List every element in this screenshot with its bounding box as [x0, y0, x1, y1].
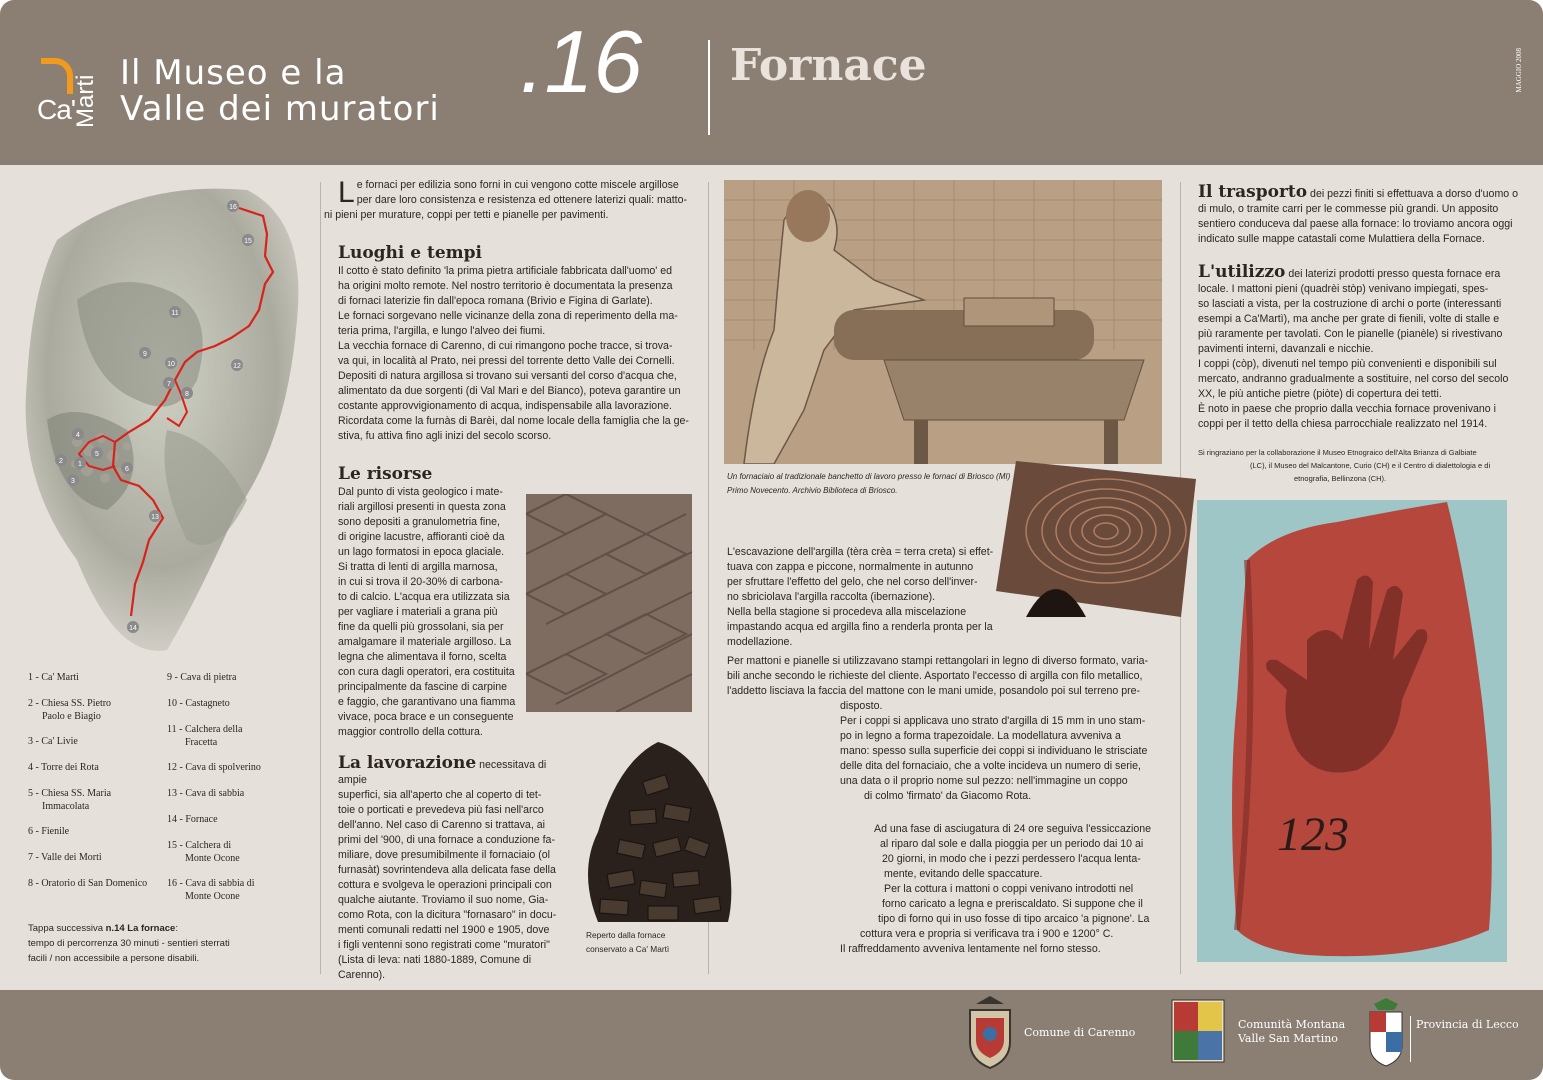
- provincia-crest-icon: [1364, 998, 1408, 1068]
- legend-item: 12 - Cava di spolverino: [167, 762, 261, 773]
- column-divider-1: [320, 182, 321, 974]
- escavazione-text: L'escavazione dell'argilla (tèra crèa = terra creta) si effet- tuava con zappa e piccone, normalmente in autunno per sfruttare l'effetto del gelo, che nel corso dell'inver- no sbriciolava l'argilla raccolta (ibernazione). Nella bella stagione si procedeva alla miscelazione impastando acqua ed argilla fino a renderla pronta per la modellazione.: [727, 546, 994, 648]
- legend-item: 6 - Fienile: [28, 826, 70, 837]
- kiln-vault-photo: [996, 461, 1196, 617]
- legend-item: 9 - Cava di pietra: [167, 672, 237, 683]
- luoghi-text: Il cotto è stato definito 'la prima pietra artificiale fabbricata dall'uomo' ed ha origini molto remote. Nel nostro territorio è documentata la presenza di fornaci laterizie fin dall'epoca romana (Brivio e Figina di Garlate). Le fornaci sorgevano nelle vicinanze della zona di reperimento della ma- teria prima, l'argilla, e lungo l'alveo dei fiumi. La vecchia fornace di Carenno, di cui rimangono poche tracce, si trova- va qui, in località al Prato, nei pressi del torrente detto Valle dei Cornelli. Depositi di natura argillosa si trovano sui versanti del corso d'acqua che, alimentato da due sorgenti (di Val Mari e del Bianco), poteva garantire un costante approvvigionamento di acqua, indispensabile alla lavorazione. Ricordata come la furnàs di Barèi, dal nome locale della famiglia che la ge- stiva, fu attiva fino agli inizi del secolo scorso.: [338, 265, 689, 442]
- brick-pattern-image: [526, 494, 692, 712]
- map-label-8: 8: [185, 391, 189, 398]
- print-date: MAGGIO 2008: [1515, 48, 1523, 93]
- reperto-caption: Reperto dalla fornace conservato a Ca' Martì: [586, 930, 670, 954]
- map-label-13: 13: [151, 514, 159, 521]
- asciugatura-text: Ad una fase di asciugatura di 24 ore seguiva l'essiccazione al riparo dal sole e dalla pioggia per un periodo dai 10 ai 20 giorni, in modo che i pezzi perdessero l'acqua lenta- mente, evitando delle spaccature. Per la cottura i mattoni o coppi venivano introdotti nel forno caricato a legna e preriscaldato. Si suppone che il tipo di forno qui in uso fosse di tipo arcaico 'a pignone'. La cottura vera e propria si verificava tra i 900 e 1200° C. Il raffreddamento avveniva lentamente nel forno stesso.: [840, 823, 1152, 955]
- map-label-9: 9: [143, 351, 147, 358]
- map-label-4: 4: [76, 432, 80, 439]
- map-legend-right: [167, 671, 307, 915]
- brickmaker-photo: [724, 180, 1162, 464]
- map-label-5: 5: [95, 451, 99, 458]
- map-label-7: 7: [167, 381, 171, 388]
- signed-roof-tile-photo: [1197, 500, 1507, 962]
- heading-luoghi: Luoghi e tempi: [338, 243, 483, 263]
- map-label-2: 2: [59, 458, 63, 465]
- map-legend-left: [28, 671, 168, 903]
- utilizzo-section: L'utilizzo dei laterizi prodotti presso questa fornace era locale. I mattoni pieni (quadrèi stòp) venivano impiegati, spes- so lasciati a vista, per la costruzione di archi o porte (interessanti esempi a Ca'Martì), ma anche per grate di fienili, volte di stalle e più raramente per tavolati. Con le pianelle (pianèle) si rivestivano pavimenti interni, davanzali e nicchie. I coppi (còp), divenuti nel tempo più convenienti e disponibili sul mercato, andranno gradualmente a sostituire, nel corso del secolo XX, le più antiche pietre (piòte) di copertura dei tetti. È noto in paese che proprio dalla vecchia fornace provenivano i coppi per il tetto della chiesa parrocchiale realizzato nel 1914.: [1198, 262, 1509, 430]
- header-divider: [708, 40, 710, 135]
- acknowledgements: Si ringraziano per la collaborazione il Museo Etnograico dell'Alta Brianza di Galbiate (LC), il Museo del Malcantone, Curio (CH) e il Centro di dialettologia e di etnografia, Bellinzona (CH).: [1198, 448, 1491, 483]
- heading-lavorazione: La lavorazione: [338, 753, 477, 773]
- lavorazione-section: La lavorazione necessitava di ampie superfici, sia all'aperto che al coperto di tet- toie o porticati e prevedeva più fasi nell'arco dell'anno. Nel caso di Carenno si trattava, ai primi del '900, di una fornace a conduzione fa- miliare, dove presumibilmente il fornaciaio (ol furnasàt) sovrintendeva alla delicata fase della cottura e svolgeva le operazioni principali con qualche aiutante. Troviamo il suo nome, Gia- como Rota, con la dicitura "fornasaro" in docu- menti comunali redatti nel 1900 e 1905, dove i figli ventenni sono registrati come "muratori" (Lista di leva: nati 1880-1889, Comune di Carenno).: [338, 753, 557, 981]
- brickmaker-caption: Un fornaciaio al tradizionale banchetto di lavoro presso le fornaci di Briosco (MI) Primo Novecento. Archivio Biblioteca di Briosco.: [727, 472, 1011, 495]
- legend-item: 11 - Calchera della Fracetta: [167, 724, 243, 748]
- brick-pile-photo: [578, 722, 736, 924]
- map-label-11: 11: [171, 310, 179, 317]
- comunita-montana-crest-icon: [1170, 998, 1226, 1064]
- intro-section: [324, 176, 693, 223]
- trail-map: [17, 180, 310, 660]
- header-band: [0, 0, 1543, 165]
- map-label-16: 16: [229, 204, 237, 211]
- map-label-10: 10: [167, 361, 175, 368]
- pavement-photo: [526, 494, 692, 712]
- map-label-14: 14: [129, 625, 137, 632]
- museum-title-line1: Il Museo e la: [120, 53, 347, 93]
- risorse-text: Dal punto di vista geologico i mate- riali argillosi presenti in questa zona sono depositi a granulometria fine, di origine lacustre, affioranti cioè da un lago formatosi in epoca glaciale. Si tratta di lenti di argilla marnosa, in cui si trova il 20-30% di carbona- to di calcio. L'acqua era utilizzata sia per vagliare i materiali a grana più fine da quelli più grossolani, sia per amalgamare il materiale argilloso. La legna che alimentava il forno, scelta con cura dagli operatori, era costituita principalmente da fascine di carpine e faggio, che garantivano una fiamma vivace, poca brace e un conseguente maggior controllo della cottura.: [338, 486, 516, 738]
- heading-risorse: Le risorse: [338, 464, 433, 484]
- page-title: Fornace: [730, 40, 927, 91]
- map-label-3: 3: [71, 478, 75, 485]
- heading-trasporto: Il trasporto: [1198, 182, 1308, 202]
- logo-ca: Ca': [37, 94, 76, 125]
- footer-divider: [1410, 1016, 1411, 1062]
- museum-title: [120, 53, 440, 129]
- legend-item: 16 - Cava di sabbia di Monte Ocone: [167, 878, 255, 902]
- ca-marti-logo: [35, 52, 99, 128]
- legend-item: 8 - Oratorio di San Domenico: [28, 878, 148, 889]
- intro-line: per dare loro consistenza e resistenza ed ottenere laterizi quali: matto-: [356, 194, 688, 206]
- legend-item: 1 - Ca' Martì: [28, 672, 79, 683]
- comunita-montana: Comunità Montana Valle San Martino: [1238, 1018, 1346, 1045]
- heading-utilizzo: L'utilizzo: [1198, 262, 1286, 282]
- legend-item: 3 - Ca' Livie: [28, 736, 78, 747]
- carenno-crest-icon: [962, 994, 1018, 1070]
- comune-name: Comune di Carenno: [1024, 1026, 1136, 1039]
- legend-item: 15 - Calchera di Monte Ocone: [167, 840, 240, 864]
- legend-item: 7 - Valle dei Morti: [28, 852, 102, 863]
- legend-item: 10 - Castagneto: [167, 698, 230, 709]
- coppo-number: 123: [1277, 808, 1349, 861]
- intro-dropcap: L: [338, 176, 355, 209]
- map-label-6: 6: [125, 466, 129, 473]
- map-label-12: 12: [233, 363, 241, 370]
- legend-item: 14 - Fornace: [167, 814, 218, 825]
- legend-item: 5 - Chiesa SS. Maria Immacolata: [28, 788, 112, 812]
- legend-item: 2 - Chiesa SS. Pietro Paolo e Biagio: [28, 698, 112, 722]
- map-label-1: 1: [78, 461, 82, 468]
- coppi-text: disposto. Per i coppi si applicava uno strato d'argilla di 15 mm in uno stam- po in legno a forma trapezoidale. La modellatura avveniva a mano: spesso sulla superficie dei coppi si individuano le strisciate delle dita del fornaciaio, che a volte incideva un numero di serie, una data o il proprio nome sul pezzo: nell'immagine un coppo di colmo 'firmato' da Giacomo Rota.: [840, 700, 1148, 802]
- intro-line: e fornaci per edilizia sono forni in cui vengono cotte miscele argillose: [356, 179, 679, 191]
- logo-marti: Marti: [72, 74, 99, 128]
- legend-item: 4 - Torre dei Rota: [28, 762, 99, 773]
- trasporto-section: Il trasporto dei pezzi finiti si effettuava a dorso d'uomo o di mulo, o tramite carri per le commesse più grandi. Un apposito sentiero conduceva dal paese alla fornace: lo troviamo ancora oggi indicato sulle mappe catastali come Mulattiera della Fornace.: [1198, 182, 1518, 245]
- provincia-name: Provincia di Lecco: [1416, 1018, 1519, 1031]
- mattoni-text: Per mattoni e pianelle si utilizzavano stampi rettangolari in legno di diverso formato, varia- bili anche secondo le richieste del cliente. Asportato l'eccesso di argilla con filo metallico, l'addetto lisciava la faccia del mattone con le mani umide, posandolo poi sul terreno pre-: [727, 655, 1149, 697]
- map-label-15: 15: [244, 238, 252, 245]
- stop-number: .16: [520, 12, 643, 111]
- intro-line: ni pieni per murature, coppi per tetti e pianelle per pavimenti.: [324, 209, 609, 221]
- next-stop-note: Tappa successiva n.14 La fornace: tempo di percorrenza 30 minuti - sentieri sterrati facili / non accessibile a persone disabili.: [28, 923, 230, 964]
- footer-band: [0, 990, 1543, 1080]
- logo-arc-icon: [41, 58, 73, 94]
- museum-title-line2: Valle dei muratori: [120, 88, 440, 129]
- legend-item: 13 - Cava di sabbia: [167, 788, 245, 799]
